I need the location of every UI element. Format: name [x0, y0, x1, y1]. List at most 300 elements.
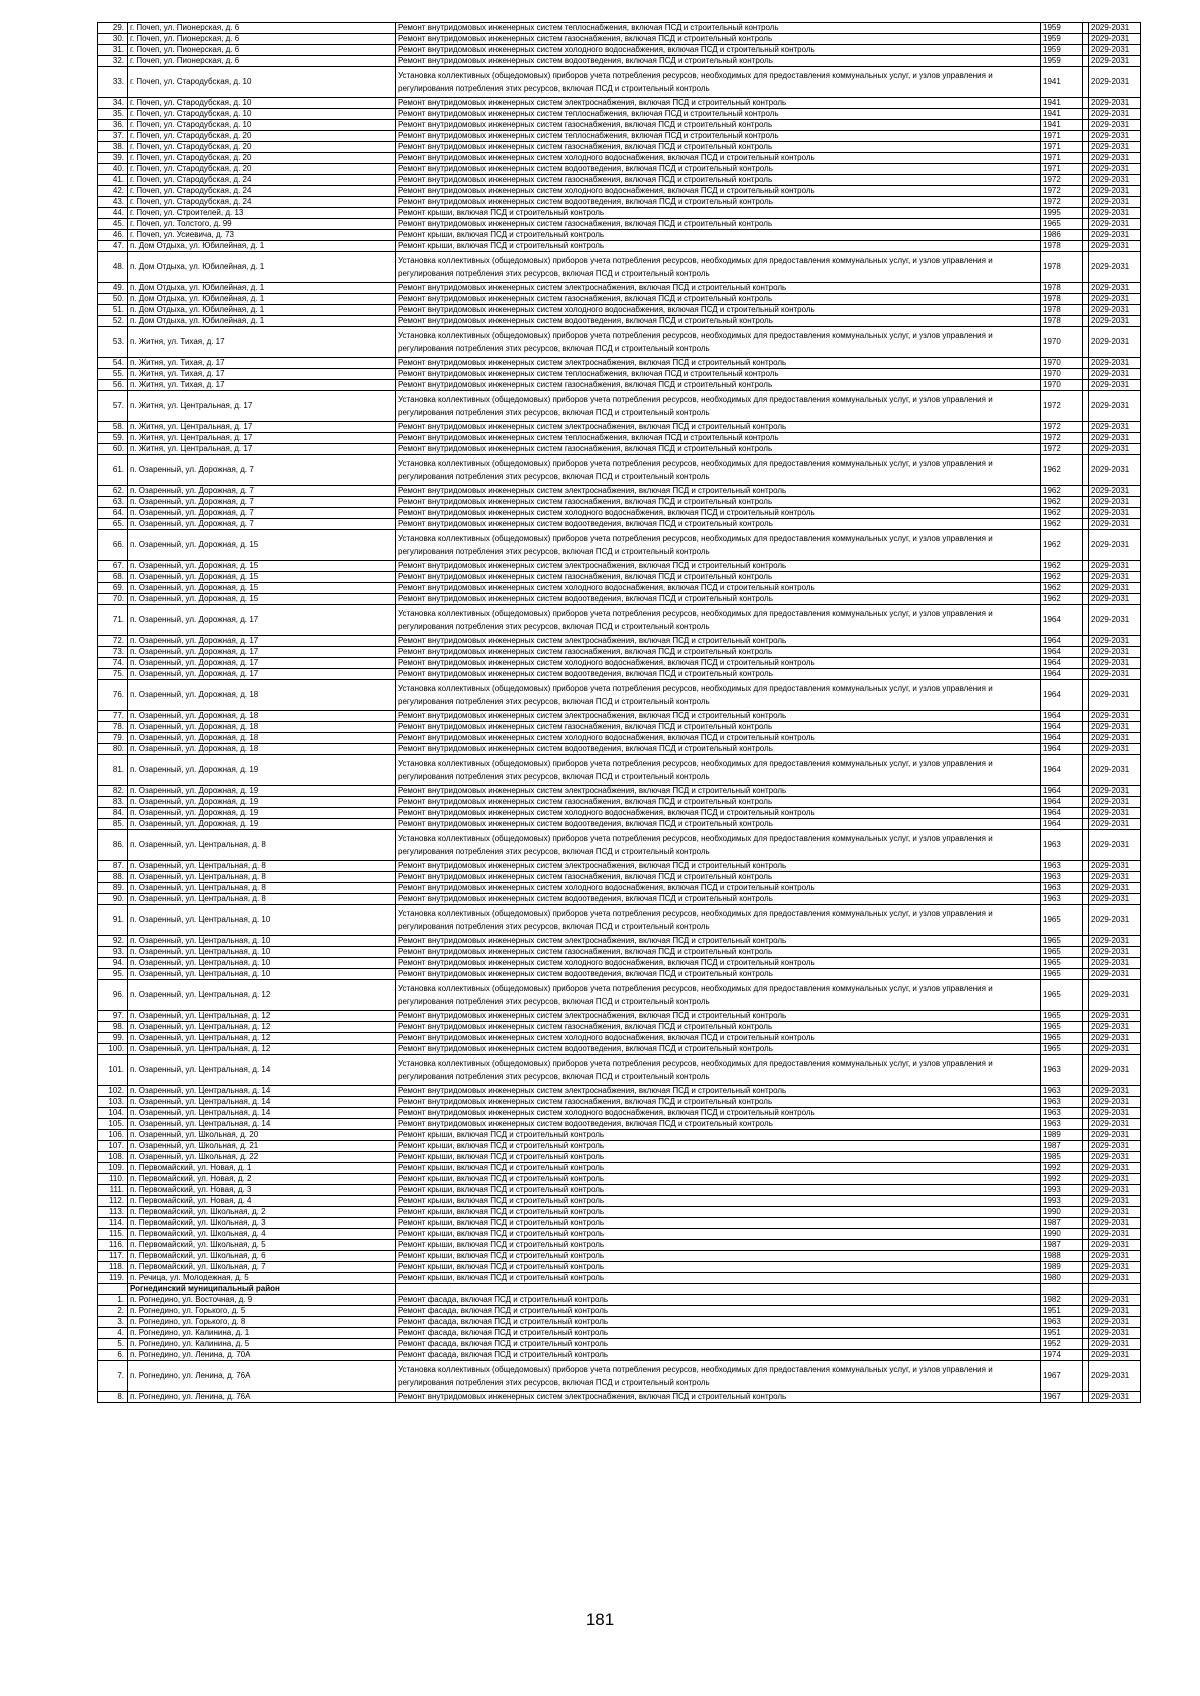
repair-period-cell: 2029-2031	[1089, 1273, 1141, 1284]
table-row	[98, 755, 1141, 786]
work-type-cell: Установка коллективных (общедомовых) приборов учета потребления ресурсов, необходимых для предоставления коммунальных услуг, и узлов управления и регулирования потребления этих ресурсов, включая ПСД и строительный контроль	[396, 1361, 1041, 1392]
row-number: 53.	[98, 327, 128, 358]
row-number: 110.	[98, 1174, 128, 1185]
table-row	[98, 1033, 1141, 1044]
table-row	[98, 647, 1141, 658]
work-type-cell: Ремонт крыши, включая ПСД и строительный контроль	[396, 208, 1041, 219]
section-row	[98, 1284, 1141, 1295]
work-type-cell: Ремонт фасада, включая ПСД и строительный контроль	[396, 1295, 1041, 1306]
table-row	[98, 1262, 1141, 1273]
work-type-cell: Ремонт фасада, включая ПСД и строительный контроль	[396, 1339, 1041, 1350]
address-cell: п. Житня, ул. Тихая, д. 17	[128, 358, 396, 369]
table-row	[98, 797, 1141, 808]
build-year-cell: 1964	[1041, 722, 1083, 733]
row-number: 52.	[98, 316, 128, 327]
build-year-cell: 1963	[1041, 894, 1083, 905]
work-type-cell: Ремонт внутридомовых инженерных систем газоснабжения, включая ПСД и строительный контроль	[396, 1022, 1041, 1033]
table-row	[98, 1141, 1141, 1152]
build-year-cell: 1978	[1041, 252, 1083, 283]
table-row	[98, 380, 1141, 391]
build-year-cell: 1964	[1041, 755, 1083, 786]
build-year-cell: 1967	[1041, 1361, 1083, 1392]
repair-period-cell: 2029-2031	[1089, 680, 1141, 711]
table-row	[98, 1163, 1141, 1174]
row-number: 4.	[98, 1328, 128, 1339]
row-number: 78.	[98, 722, 128, 733]
row-number: 108.	[98, 1152, 128, 1163]
repair-period-cell: 2029-2031	[1089, 208, 1141, 219]
row-number: 69.	[98, 583, 128, 594]
repair-period-cell: 2029-2031	[1089, 175, 1141, 186]
table-row	[98, 1086, 1141, 1097]
build-year-cell: 1990	[1041, 1229, 1083, 1240]
address-cell: п. Озаренный, ул. Дорожная, д. 7	[128, 519, 396, 530]
table-row	[98, 1055, 1141, 1086]
repair-period-cell: 2029-2031	[1089, 711, 1141, 722]
build-year-cell: 1963	[1041, 883, 1083, 894]
repair-period-cell: 2029-2031	[1089, 380, 1141, 391]
table-row	[98, 894, 1141, 905]
address-cell: п. Житня, ул. Центральная, д. 17	[128, 422, 396, 433]
work-type-cell: Ремонт внутридомовых инженерных систем холодного водоснабжения, включая ПСД и строительный контроль	[396, 958, 1041, 969]
table-row	[98, 1350, 1141, 1361]
build-year-cell: 1964	[1041, 647, 1083, 658]
build-year-cell: 1941	[1041, 109, 1083, 120]
address-cell: п. Озаренный, ул. Центральная, д. 14	[128, 1086, 396, 1097]
address-cell: п. Дом Отдыха, ул. Юбилейная, д. 1	[128, 241, 396, 252]
build-year-cell: 1964	[1041, 808, 1083, 819]
build-year-cell: 1964	[1041, 797, 1083, 808]
table-row	[98, 819, 1141, 830]
address-cell: г. Почеп, ул. Толстого, д. 99	[128, 219, 396, 230]
table-row	[98, 358, 1141, 369]
repair-period-cell: 2029-2031	[1089, 1185, 1141, 1196]
repair-period-cell: 2029-2031	[1089, 34, 1141, 45]
work-type-cell: Ремонт внутридомовых инженерных систем водоотведения, включая ПСД и строительный контроль	[396, 744, 1041, 755]
work-type-cell: Ремонт внутридомовых инженерных систем теплоснабжения, включая ПСД и строительный контроль	[396, 109, 1041, 120]
work-type-cell: Ремонт внутридомовых инженерных систем теплоснабжения, включая ПСД и строительный контроль	[396, 131, 1041, 142]
work-type-cell: Установка коллективных (общедомовых) приборов учета потребления ресурсов, необходимых для предоставления коммунальных услуг, и узлов управления и регулирования потребления этих ресурсов, включая ПСД и строительный контроль	[396, 391, 1041, 422]
address-cell: п. Дом Отдыха, ул. Юбилейная, д. 1	[128, 283, 396, 294]
table-row	[98, 98, 1141, 109]
build-year-cell: 1989	[1041, 1262, 1083, 1273]
build-year-cell: 1978	[1041, 305, 1083, 316]
table-row	[98, 669, 1141, 680]
address-cell: п. Озаренный, ул. Дорожная, д. 19	[128, 808, 396, 819]
address-cell: г. Почеп, ул. Стародубская, д. 20	[128, 164, 396, 175]
table-row	[98, 230, 1141, 241]
table-row	[98, 153, 1141, 164]
work-type-cell: Установка коллективных (общедомовых) приборов учета потребления ресурсов, необходимых для предоставления коммунальных услуг, и узлов управления и регулирования потребления этих ресурсов, включая ПСД и строительный контроль	[396, 455, 1041, 486]
row-number: 93.	[98, 947, 128, 958]
table-row	[98, 1317, 1141, 1328]
row-number: 66.	[98, 530, 128, 561]
work-type-cell: Ремонт внутридомовых инженерных систем газоснабжения, включая ПСД и строительный контроль	[396, 142, 1041, 153]
table-row	[98, 208, 1141, 219]
work-type-cell: Ремонт внутридомовых инженерных систем газоснабжения, включая ПСД и строительный контроль	[396, 34, 1041, 45]
repair-period-cell: 2029-2031	[1089, 294, 1141, 305]
work-type-cell: Ремонт внутридомовых инженерных систем холодного водоснабжения, включая ПСД и строительный контроль	[396, 45, 1041, 56]
row-number: 65.	[98, 519, 128, 530]
work-type-cell: Ремонт внутридомовых инженерных систем водоотведения, включая ПСД и строительный контроль	[396, 197, 1041, 208]
build-year-cell: 1965	[1041, 905, 1083, 936]
table-row	[98, 1011, 1141, 1022]
address-cell: п. Озаренный, ул. Центральная, д. 12	[128, 1022, 396, 1033]
build-year-cell: 1962	[1041, 530, 1083, 561]
section-title: Рогнединский муниципальный район	[128, 1284, 396, 1295]
row-number: 76.	[98, 680, 128, 711]
table-row	[98, 142, 1141, 153]
address-cell: п. Озаренный, ул. Дорожная, д. 17	[128, 636, 396, 647]
build-year-cell: 1971	[1041, 164, 1083, 175]
work-type-cell: Ремонт фасада, включая ПСД и строительный контроль	[396, 1317, 1041, 1328]
table-row	[98, 197, 1141, 208]
build-year-cell: 1988	[1041, 1251, 1083, 1262]
repair-period-cell: 2029-2031	[1089, 572, 1141, 583]
address-cell: п. Рогнедино, ул. Калинина, д. 1	[128, 1328, 396, 1339]
row-number: 1.	[98, 1295, 128, 1306]
work-type-cell: Ремонт внутридомовых инженерных систем электроснабжения, включая ПСД и строительный контроль	[396, 1086, 1041, 1097]
row-number: 97.	[98, 1011, 128, 1022]
repair-period-cell: 2029-2031	[1089, 1262, 1141, 1273]
build-year-cell: 1992	[1041, 1163, 1083, 1174]
address-cell: п. Дом Отдыха, ул. Юбилейная, д. 1	[128, 305, 396, 316]
row-number: 7.	[98, 1361, 128, 1392]
row-number: 117.	[98, 1251, 128, 1262]
row-number: 106.	[98, 1130, 128, 1141]
address-cell: п. Озаренный, ул. Центральная, д. 12	[128, 1011, 396, 1022]
address-cell: п. Речица, ул. Молодежная, д. 5	[128, 1273, 396, 1284]
repair-period-cell: 2029-2031	[1089, 786, 1141, 797]
table-row	[98, 594, 1141, 605]
work-type-cell: Ремонт внутридомовых инженерных систем холодного водоснабжения, включая ПСД и строительный контроль	[396, 508, 1041, 519]
build-year-cell: 1964	[1041, 658, 1083, 669]
build-year-cell: 1962	[1041, 508, 1083, 519]
address-cell: п. Озаренный, ул. Центральная, д. 12	[128, 1044, 396, 1055]
work-type-cell: Ремонт внутридомовых инженерных систем холодного водоснабжения, включая ПСД и строительный контроль	[396, 1033, 1041, 1044]
table-row	[98, 1022, 1141, 1033]
address-cell: п. Первомайский, ул. Школьная, д. 3	[128, 1218, 396, 1229]
table-row	[98, 23, 1141, 34]
row-number: 31.	[98, 45, 128, 56]
table-row	[98, 530, 1141, 561]
address-cell: г. Почеп, ул. Усиевича, д. 73	[128, 230, 396, 241]
repair-period-cell: 2029-2031	[1089, 647, 1141, 658]
address-cell: п. Рогнедино, ул. Ленина, д. 76А	[128, 1361, 396, 1392]
row-number: 3.	[98, 1317, 128, 1328]
address-cell: г. Почеп, ул. Стародубская, д. 10	[128, 109, 396, 120]
row-number: 116.	[98, 1240, 128, 1251]
work-type-cell: Ремонт внутридомовых инженерных систем газоснабжения, включая ПСД и строительный контроль	[396, 175, 1041, 186]
work-type-cell: Ремонт внутридомовых инженерных систем водоотведения, включая ПСД и строительный контроль	[396, 669, 1041, 680]
address-cell: п. Озаренный, ул. Дорожная, д. 17	[128, 647, 396, 658]
row-number: 41.	[98, 175, 128, 186]
row-number: 92.	[98, 936, 128, 947]
work-type-cell: Установка коллективных (общедомовых) приборов учета потребления ресурсов, необходимых для предоставления коммунальных услуг, и узлов управления и регулирования потребления этих ресурсов, включая ПСД и строительный контроль	[396, 327, 1041, 358]
table-row	[98, 1273, 1141, 1284]
address-cell: г. Почеп, ул. Строителей, д. 13	[128, 208, 396, 219]
address-cell: г. Почеп, ул. Пионерская, д. 6	[128, 56, 396, 67]
work-type-cell: Ремонт внутридомовых инженерных систем электроснабжения, включая ПСД и строительный контроль	[396, 786, 1041, 797]
address-cell: п. Озаренный, ул. Дорожная, д. 17	[128, 658, 396, 669]
address-cell: п. Житня, ул. Центральная, д. 17	[128, 433, 396, 444]
address-cell: п. Озаренный, ул. Центральная, д. 12	[128, 980, 396, 1011]
work-type-cell: Ремонт внутридомовых инженерных систем газоснабжения, включая ПСД и строительный контроль	[396, 797, 1041, 808]
build-year-cell: 1987	[1041, 1218, 1083, 1229]
repair-period-cell: 2029-2031	[1089, 1108, 1141, 1119]
address-cell: п. Озаренный, ул. Центральная, д. 14	[128, 1108, 396, 1119]
address-cell: п. Озаренный, ул. Дорожная, д. 15	[128, 583, 396, 594]
work-type-cell: Ремонт внутридомовых инженерных систем газоснабжения, включая ПСД и строительный контроль	[396, 294, 1041, 305]
repair-period-cell: 2029-2031	[1089, 358, 1141, 369]
table-row	[98, 1207, 1141, 1218]
work-type-cell: Ремонт крыши, включая ПСД и строительный контроль	[396, 230, 1041, 241]
work-type-cell: Ремонт крыши, включая ПСД и строительный контроль	[396, 1207, 1041, 1218]
table-row	[98, 936, 1141, 947]
repair-period-cell: 2029-2031	[1089, 153, 1141, 164]
build-year-cell: 1959	[1041, 23, 1083, 34]
work-type-cell: Ремонт внутридомовых инженерных систем электроснабжения, включая ПСД и строительный контроль	[396, 636, 1041, 647]
build-year-cell: 1972	[1041, 391, 1083, 422]
address-cell: п. Озаренный, ул. Дорожная, д. 15	[128, 594, 396, 605]
build-year-cell: 1959	[1041, 56, 1083, 67]
build-year-cell: 1970	[1041, 369, 1083, 380]
repair-period-cell: 2029-2031	[1089, 422, 1141, 433]
table-row	[98, 519, 1141, 530]
build-year-cell: 1963	[1041, 1119, 1083, 1130]
repair-period-cell: 2029-2031	[1089, 561, 1141, 572]
build-year-cell: 1978	[1041, 316, 1083, 327]
row-number: 87.	[98, 861, 128, 872]
repair-period-cell: 2029-2031	[1089, 1141, 1141, 1152]
work-type-cell: Ремонт внутридомовых инженерных систем холодного водоснабжения, включая ПСД и строительный контроль	[396, 808, 1041, 819]
build-year-cell: 1965	[1041, 980, 1083, 1011]
row-number: 62.	[98, 486, 128, 497]
address-cell: п. Озаренный, ул. Центральная, д. 8	[128, 830, 396, 861]
row-number: 47.	[98, 241, 128, 252]
build-year-cell: 1986	[1041, 230, 1083, 241]
address-cell: п. Озаренный, ул. Центральная, д. 14	[128, 1097, 396, 1108]
table-row	[98, 561, 1141, 572]
work-type-cell: Ремонт внутридомовых инженерных систем водоотведения, включая ПСД и строительный контроль	[396, 819, 1041, 830]
row-number: 36.	[98, 120, 128, 131]
row-number: 32.	[98, 56, 128, 67]
repair-period-cell: 2029-2031	[1089, 883, 1141, 894]
table-row	[98, 186, 1141, 197]
address-cell: г. Почеп, ул. Пионерская, д. 6	[128, 45, 396, 56]
row-number: 45.	[98, 219, 128, 230]
repair-period-cell: 2029-2031	[1089, 1044, 1141, 1055]
work-type-cell: Установка коллективных (общедомовых) приборов учета потребления ресурсов, необходимых для предоставления коммунальных услуг, и узлов управления и регулирования потребления этих ресурсов, включая ПСД и строительный контроль	[396, 252, 1041, 283]
repair-period-cell: 2029-2031	[1089, 894, 1141, 905]
row-number: 71.	[98, 605, 128, 636]
row-number: 89.	[98, 883, 128, 894]
work-type-cell: Установка коллективных (общедомовых) приборов учета потребления ресурсов, необходимых для предоставления коммунальных услуг, и узлов управления и регулирования потребления этих ресурсов, включая ПСД и строительный контроль	[396, 605, 1041, 636]
row-number: 63.	[98, 497, 128, 508]
address-cell: п. Озаренный, ул. Дорожная, д. 18	[128, 733, 396, 744]
repair-period-cell: 2029-2031	[1089, 241, 1141, 252]
address-cell: п. Рогнедино, ул. Калинина, д. 5	[128, 1339, 396, 1350]
work-type-cell: Ремонт внутридомовых инженерных систем электроснабжения, включая ПСД и строительный контроль	[396, 861, 1041, 872]
build-year-cell: 1962	[1041, 519, 1083, 530]
address-cell: п. Озаренный, ул. Центральная, д. 10	[128, 947, 396, 958]
build-year-cell: 1971	[1041, 142, 1083, 153]
build-year-cell: 1965	[1041, 1011, 1083, 1022]
address-cell: п. Озаренный, ул. Центральная, д. 8	[128, 872, 396, 883]
work-type-cell: Ремонт крыши, включая ПСД и строительный контроль	[396, 1273, 1041, 1284]
table-row	[98, 327, 1141, 358]
work-type-cell: Ремонт внутридомовых инженерных систем электроснабжения, включая ПСД и строительный контроль	[396, 936, 1041, 947]
address-cell: п. Озаренный, ул. Центральная, д. 10	[128, 969, 396, 980]
table-row	[98, 219, 1141, 230]
work-type-cell: Ремонт внутридомовых инженерных систем теплоснабжения, включая ПСД и строительный контроль	[396, 369, 1041, 380]
table-row	[98, 583, 1141, 594]
table-row	[98, 1108, 1141, 1119]
build-year-cell: 1964	[1041, 819, 1083, 830]
work-type-cell: Установка коллективных (общедомовых) приборов учета потребления ресурсов, необходимых для предоставления коммунальных услуг, и узлов управления и регулирования потребления этих ресурсов, включая ПСД и строительный контроль	[396, 830, 1041, 861]
work-type-cell: Ремонт внутридомовых инженерных систем водоотведения, включая ПСД и строительный контроль	[396, 164, 1041, 175]
row-number: 37.	[98, 131, 128, 142]
repair-period-cell: 2029-2031	[1089, 1229, 1141, 1240]
repair-period-cell: 2029-2031	[1089, 980, 1141, 1011]
row-number: 55.	[98, 369, 128, 380]
build-year-cell: 1978	[1041, 241, 1083, 252]
work-type-cell: Ремонт внутридомовых инженерных систем теплоснабжения, включая ПСД и строительный контроль	[396, 433, 1041, 444]
table-row	[98, 722, 1141, 733]
work-type-cell: Ремонт внутридомовых инженерных систем газоснабжения, включая ПСД и строительный контроль	[396, 380, 1041, 391]
address-cell: г. Почеп, ул. Стародубская, д. 10	[128, 67, 396, 98]
address-cell: п. Озаренный, ул. Центральная, д. 14	[128, 1055, 396, 1086]
work-type-cell: Установка коллективных (общедомовых) приборов учета потребления ресурсов, необходимых для предоставления коммунальных услуг, и узлов управления и регулирования потребления этих ресурсов, включая ПСД и строительный контроль	[396, 755, 1041, 786]
work-type-cell: Ремонт внутридомовых инженерных систем водоотведения, включая ПСД и строительный контроль	[396, 969, 1041, 980]
address-cell: п. Первомайский, ул. Школьная, д. 2	[128, 1207, 396, 1218]
repair-period-cell: 2029-2031	[1089, 1119, 1141, 1130]
table-row	[98, 241, 1141, 252]
build-year-cell: 1993	[1041, 1185, 1083, 1196]
address-cell: п. Житня, ул. Тихая, д. 17	[128, 369, 396, 380]
table-row	[98, 164, 1141, 175]
repair-period-cell: 2029-2031	[1089, 497, 1141, 508]
work-type-cell: Ремонт внутридомовых инженерных систем газоснабжения, включая ПСД и строительный контроль	[396, 722, 1041, 733]
address-cell: п. Озаренный, ул. Дорожная, д. 7	[128, 497, 396, 508]
address-cell: п. Дом Отдыха, ул. Юбилейная, д. 1	[128, 294, 396, 305]
repair-period-cell: 2029-2031	[1089, 219, 1141, 230]
build-year-cell: 1965	[1041, 1033, 1083, 1044]
address-cell: п. Озаренный, ул. Дорожная, д. 19	[128, 797, 396, 808]
work-type-cell: Ремонт внутридомовых инженерных систем электроснабжения, включая ПСД и строительный контроль	[396, 422, 1041, 433]
work-type-cell: Ремонт внутридомовых инженерных систем водоотведения, включая ПСД и строительный контроль	[396, 1119, 1041, 1130]
row-number: 35.	[98, 109, 128, 120]
row-number: 40.	[98, 164, 128, 175]
build-year-cell: 1941	[1041, 67, 1083, 98]
table-row	[98, 283, 1141, 294]
build-year-cell: 1972	[1041, 175, 1083, 186]
table-row	[98, 605, 1141, 636]
row-number: 6.	[98, 1350, 128, 1361]
work-type-cell: Ремонт внутридомовых инженерных систем водоотведения, включая ПСД и строительный контроль	[396, 594, 1041, 605]
repair-period-cell: 2029-2031	[1089, 819, 1141, 830]
table-row	[98, 711, 1141, 722]
row-number: 94.	[98, 958, 128, 969]
table-row	[98, 56, 1141, 67]
row-number: 102.	[98, 1086, 128, 1097]
address-cell: п. Рогнедино, ул. Ленина, д. 70А	[128, 1350, 396, 1361]
repair-period-cell: 2029-2031	[1089, 1152, 1141, 1163]
document-page	[97, 22, 1136, 1403]
table-row	[98, 1119, 1141, 1130]
repair-period-cell: 2029-2031	[1089, 861, 1141, 872]
build-year-cell: 1965	[1041, 958, 1083, 969]
address-cell: п. Озаренный, ул. Дорожная, д. 17	[128, 669, 396, 680]
build-year-cell: 1972	[1041, 186, 1083, 197]
row-number: 73.	[98, 647, 128, 658]
build-year-cell: 1987	[1041, 1240, 1083, 1251]
build-year-cell: 1965	[1041, 1022, 1083, 1033]
build-year-cell: 1967	[1041, 1392, 1083, 1403]
table-row	[98, 1306, 1141, 1317]
row-number: 70.	[98, 594, 128, 605]
row-number: 2.	[98, 1306, 128, 1317]
row-number: 57.	[98, 391, 128, 422]
repair-period-cell: 2029-2031	[1089, 1361, 1141, 1392]
work-type-cell: Ремонт фасада, включая ПСД и строительный контроль	[396, 1306, 1041, 1317]
table-row	[98, 572, 1141, 583]
address-cell: п. Озаренный, ул. Дорожная, д. 19	[128, 819, 396, 830]
repair-period-cell: 2029-2031	[1089, 669, 1141, 680]
build-year-cell: 1972	[1041, 422, 1083, 433]
build-year-cell: 1964	[1041, 680, 1083, 711]
table-row	[98, 1152, 1141, 1163]
build-year-cell: 1964	[1041, 744, 1083, 755]
repair-period-cell: 2029-2031	[1089, 1011, 1141, 1022]
address-cell: п. Озаренный, ул. Центральная, д. 10	[128, 958, 396, 969]
work-type-cell: Ремонт внутридомовых инженерных систем холодного водоснабжения, включая ПСД и строительный контроль	[396, 186, 1041, 197]
work-type-cell: Ремонт крыши, включая ПСД и строительный контроль	[396, 1229, 1041, 1240]
repair-period-cell: 2029-2031	[1089, 1086, 1141, 1097]
row-number: 34.	[98, 98, 128, 109]
build-year-cell: 1963	[1041, 830, 1083, 861]
table-body	[98, 23, 1141, 1403]
row-number: 54.	[98, 358, 128, 369]
repair-period-cell: 2029-2031	[1089, 67, 1141, 98]
address-cell: п. Дом Отдыха, ул. Юбилейная, д. 1	[128, 252, 396, 283]
repair-period-cell: 2029-2031	[1089, 197, 1141, 208]
repair-period-cell: 2029-2031	[1089, 164, 1141, 175]
work-type-cell: Ремонт внутридомовых инженерных систем газоснабжения, включая ПСД и строительный контроль	[396, 947, 1041, 958]
address-cell: г. Почеп, ул. Стародубская, д. 10	[128, 98, 396, 109]
row-number: 44.	[98, 208, 128, 219]
repair-period-cell: 2029-2031	[1089, 1022, 1141, 1033]
row-number: 42.	[98, 186, 128, 197]
repair-period-cell: 2029-2031	[1089, 433, 1141, 444]
work-type-cell: Ремонт внутридомовых инженерных систем газоснабжения, включая ПСД и строительный контроль	[396, 647, 1041, 658]
build-year-cell: 1964	[1041, 711, 1083, 722]
build-year-cell: 1972	[1041, 197, 1083, 208]
build-year-cell: 1951	[1041, 1328, 1083, 1339]
table-row	[98, 131, 1141, 142]
build-year-cell: 1978	[1041, 294, 1083, 305]
table-row	[98, 1174, 1141, 1185]
table-row	[98, 120, 1141, 131]
table-row	[98, 316, 1141, 327]
table-row	[98, 1339, 1141, 1350]
address-cell: п. Житня, ул. Центральная, д. 17	[128, 444, 396, 455]
address-cell: п. Озаренный, ул. Школьная, д. 21	[128, 1141, 396, 1152]
row-number	[98, 1284, 128, 1295]
row-number: 90.	[98, 894, 128, 905]
work-type-cell: Установка коллективных (общедомовых) приборов учета потребления ресурсов, необходимых для предоставления коммунальных услуг, и узлов управления и регулирования потребления этих ресурсов, включая ПСД и строительный контроль	[396, 530, 1041, 561]
row-number: 98.	[98, 1022, 128, 1033]
